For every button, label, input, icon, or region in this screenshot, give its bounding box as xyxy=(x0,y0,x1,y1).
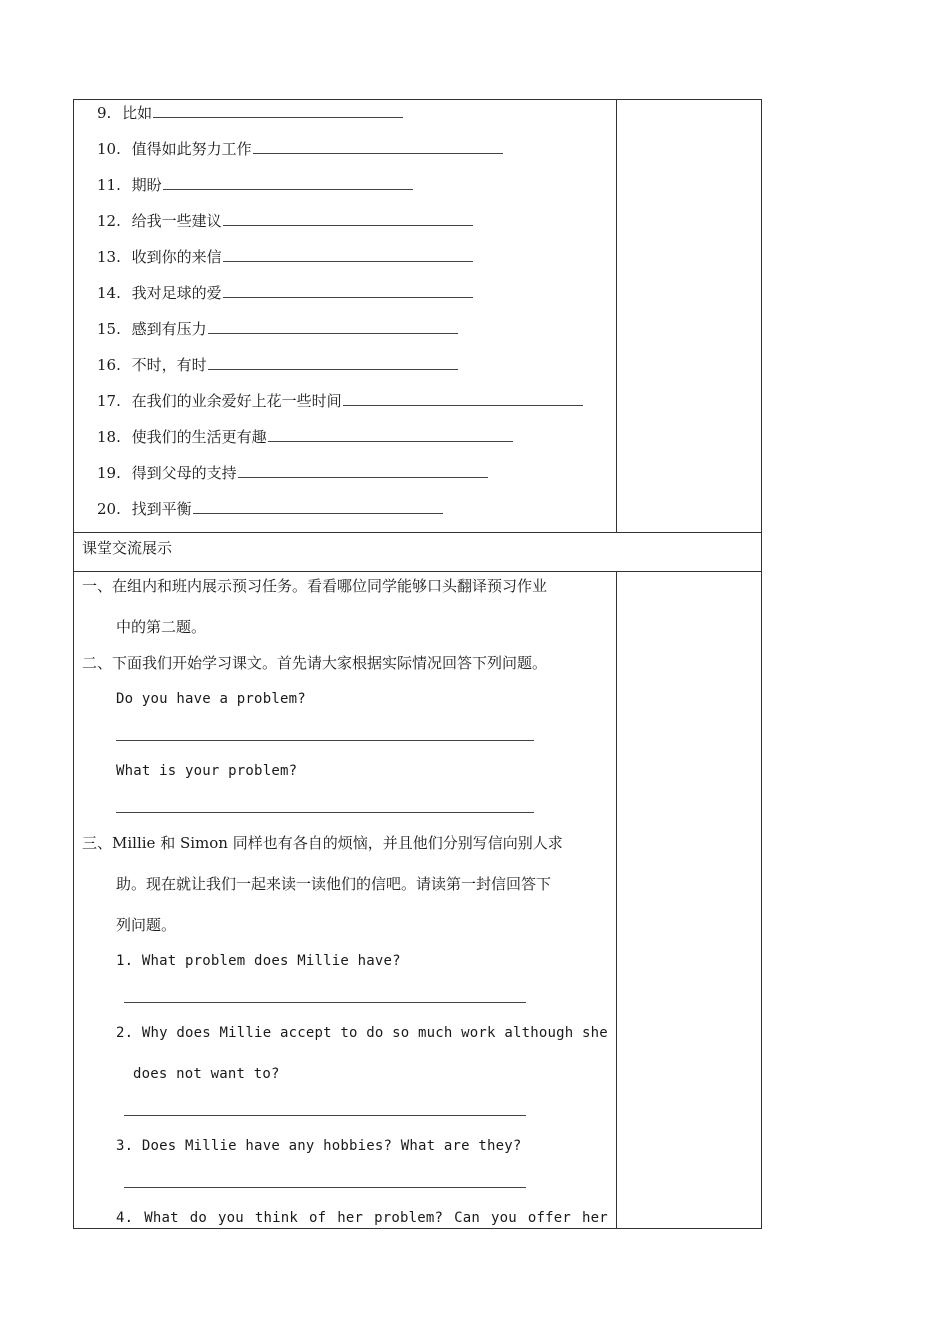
step-one-line-1: 一、在组内和班内展示预习任务。看看哪位同学能够口头翻译预习作业 xyxy=(82,577,548,595)
step-three-line-3: 列问题。 xyxy=(116,916,177,934)
answer-blank[interactable] xyxy=(253,139,503,154)
list-item xyxy=(97,103,403,123)
question-word: 2. xyxy=(116,1025,134,1041)
list-item xyxy=(97,427,513,447)
column-divider-top xyxy=(616,99,617,532)
question-word: do xyxy=(189,1210,208,1226)
list-item xyxy=(97,499,443,519)
question-word: problem? xyxy=(374,1210,444,1226)
answer-blank[interactable] xyxy=(268,427,513,442)
question-word: think xyxy=(254,1210,299,1226)
question-word: Why xyxy=(141,1025,168,1041)
item-number: 20. xyxy=(97,500,121,518)
question-word: What xyxy=(144,1210,179,1226)
item-number: 17. xyxy=(97,392,121,410)
question-word: do xyxy=(366,1025,384,1041)
question-word: work xyxy=(461,1025,496,1041)
answer-line[interactable] xyxy=(116,740,534,741)
list-item xyxy=(97,283,473,303)
question-word: of xyxy=(309,1210,327,1226)
item-text: 不时，有时 xyxy=(131,356,207,374)
question-1: 1. What problem does Millie have? xyxy=(116,953,401,969)
answer-line[interactable] xyxy=(124,1115,526,1116)
section-header: 课堂交流展示 xyxy=(82,539,173,557)
item-text: 给我一些建议 xyxy=(131,212,222,230)
list-item xyxy=(97,391,583,411)
question-word: her xyxy=(582,1210,608,1226)
question-word: Can xyxy=(454,1210,481,1226)
question-word: offer xyxy=(527,1210,572,1226)
list-item xyxy=(97,175,413,195)
question-2-line-1 xyxy=(116,1023,608,1043)
answer-blank[interactable] xyxy=(208,355,458,370)
question-word: so xyxy=(392,1025,410,1041)
column-divider-bottom xyxy=(616,571,617,1229)
step-two-line-1: 二、下面我们开始学习课文。首先请大家根据实际情况回答下列问题。 xyxy=(82,654,548,672)
answer-blank[interactable] xyxy=(193,499,443,514)
item-text: 期盼 xyxy=(131,176,162,194)
item-text: 比如 xyxy=(122,104,153,122)
item-text: 我对足球的爱 xyxy=(131,284,222,302)
answer-blank[interactable] xyxy=(163,175,413,190)
list-item xyxy=(97,139,503,159)
question-word: 4. xyxy=(116,1210,134,1226)
list-item xyxy=(97,355,458,375)
item-text: 得到父母的支持 xyxy=(131,464,237,482)
item-number: 10. xyxy=(97,140,121,158)
answer-blank[interactable] xyxy=(153,103,403,118)
row-divider-1 xyxy=(73,532,762,533)
step-three-line-1: 三、Millie 和 Simon 同样也有各自的烦恼，并且他们分别写信向别人求 xyxy=(82,834,563,852)
item-number: 14. xyxy=(97,284,121,302)
item-number: 16. xyxy=(97,356,121,374)
item-number: 9. xyxy=(97,104,112,122)
item-text: 感到有压力 xyxy=(131,320,207,338)
question-3: 3. Does Millie have any hobbies? What are they? xyxy=(116,1138,522,1154)
question-word: to xyxy=(340,1025,358,1041)
step-one-line-2: 中的第二题。 xyxy=(116,618,207,636)
item-number: 18. xyxy=(97,428,121,446)
item-text: 找到平衡 xyxy=(131,500,192,518)
question-word: she xyxy=(581,1025,608,1041)
item-number: 11. xyxy=(97,176,121,194)
question-word: does xyxy=(176,1025,211,1041)
item-text: 使我们的生活更有趣 xyxy=(131,428,267,446)
question-what-problem: What is your problem? xyxy=(116,763,298,779)
item-number: 13. xyxy=(97,248,121,266)
step-three-line-2: 助。现在就让我们一起来读一读他们的信吧。请读第一封信回答下 xyxy=(116,875,552,893)
answer-blank[interactable] xyxy=(343,391,583,406)
answer-line[interactable] xyxy=(116,812,534,813)
answer-blank[interactable] xyxy=(238,463,488,478)
item-number: 19. xyxy=(97,464,121,482)
list-item xyxy=(97,319,458,339)
item-number: 12. xyxy=(97,212,121,230)
question-word: much xyxy=(418,1025,453,1041)
list-item xyxy=(97,211,473,231)
question-have-problem: Do you have a problem? xyxy=(116,691,306,707)
item-text: 值得如此努力工作 xyxy=(131,140,252,158)
question-word: although xyxy=(504,1025,574,1041)
question-word: her xyxy=(337,1210,364,1226)
item-number: 15. xyxy=(97,320,121,338)
question-word: you xyxy=(491,1210,517,1226)
answer-line[interactable] xyxy=(124,1187,526,1188)
item-text: 收到你的来信 xyxy=(131,248,222,266)
row-divider-2 xyxy=(73,571,762,572)
answer-blank[interactable] xyxy=(223,211,473,226)
answer-blank[interactable] xyxy=(223,283,473,298)
answer-line[interactable] xyxy=(124,1002,526,1003)
question-4-line-1 xyxy=(116,1208,608,1228)
list-item xyxy=(97,463,488,483)
question-word: accept xyxy=(279,1025,332,1041)
answer-blank[interactable] xyxy=(208,319,458,334)
answer-blank[interactable] xyxy=(223,247,473,262)
question-2-line-2: does not want to? xyxy=(133,1066,280,1082)
list-item xyxy=(97,247,473,267)
item-text: 在我们的业余爱好上花一些时间 xyxy=(131,392,342,410)
question-word: you xyxy=(218,1210,244,1226)
question-word: Millie xyxy=(219,1025,272,1041)
